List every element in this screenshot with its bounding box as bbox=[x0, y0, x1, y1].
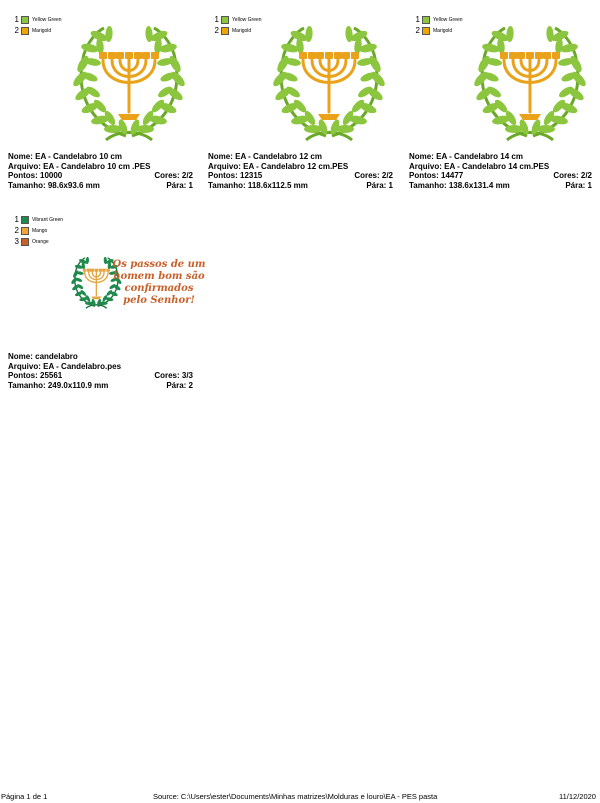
color-legend bbox=[413, 14, 463, 36]
color-swatch bbox=[21, 16, 29, 24]
legend-row bbox=[12, 236, 63, 247]
phrase-line: pelo Senhor! bbox=[123, 295, 195, 306]
legend-row bbox=[12, 14, 62, 25]
info-row bbox=[409, 171, 592, 181]
menorah-wreath-image bbox=[266, 24, 392, 142]
color-swatch bbox=[21, 27, 29, 35]
design-card-1 bbox=[8, 14, 193, 194]
legend-number: 1 bbox=[14, 15, 19, 24]
print-date: 11/12/2020 bbox=[559, 792, 596, 801]
legend-color-name: Mango bbox=[32, 227, 48, 234]
color-legend bbox=[12, 214, 63, 247]
menorah-wreath-image bbox=[66, 24, 192, 142]
design-file: Arquivo: EA - Candelabro.pes bbox=[8, 361, 122, 371]
page-number: Página 1 de 1 bbox=[1, 792, 48, 801]
info-row bbox=[208, 181, 393, 191]
design-name: Nome: EA - Candelabro 14 cm bbox=[409, 152, 523, 161]
stitch-count: Pontos: 10000 bbox=[8, 171, 63, 180]
design-name: Nome: candelabro bbox=[8, 352, 78, 361]
stop-count: Pára: 2 bbox=[166, 380, 193, 390]
legend-row bbox=[212, 25, 262, 36]
design-card-4 bbox=[8, 214, 206, 394]
menorah-wreath-phrase-image bbox=[68, 254, 206, 312]
color-swatch bbox=[21, 238, 29, 246]
legend-color-name: Marigold bbox=[433, 27, 453, 34]
info-row bbox=[8, 181, 193, 191]
design-size: Tamanho: 118.6x112.5 mm bbox=[208, 180, 308, 190]
color-count: Cores: 2/2 bbox=[154, 171, 193, 180]
design-name: Nome: EA - Candelabro 10 cm bbox=[8, 152, 122, 161]
stitch-count: Pontos: 25561 bbox=[8, 371, 63, 380]
color-legend bbox=[12, 14, 62, 36]
legend-number: 1 bbox=[415, 15, 420, 24]
color-swatch bbox=[21, 227, 29, 235]
color-swatch bbox=[221, 16, 229, 24]
design-card-2 bbox=[208, 14, 393, 194]
stop-count: Pára: 1 bbox=[366, 180, 393, 190]
legend-row bbox=[413, 25, 463, 36]
design-info bbox=[409, 152, 592, 190]
info-row bbox=[409, 181, 592, 191]
design-info bbox=[208, 152, 393, 190]
info-row bbox=[8, 381, 193, 391]
legend-row bbox=[413, 14, 463, 25]
color-swatch bbox=[422, 16, 430, 24]
stop-count: Pára: 1 bbox=[565, 180, 592, 190]
phrase-line: homem bom são bbox=[113, 271, 205, 282]
legend-row bbox=[212, 14, 262, 25]
design-info bbox=[8, 352, 193, 390]
design-file: Arquivo: EA - Candelabro 14 cm.PES bbox=[409, 161, 550, 171]
design-name: Nome: EA - Candelabro 12 cm bbox=[208, 152, 322, 161]
info-row bbox=[8, 171, 193, 181]
info-row bbox=[208, 171, 393, 181]
color-swatch bbox=[422, 27, 430, 35]
design-size: Tamanho: 98.6x93.6 mm bbox=[8, 180, 100, 190]
color-swatch bbox=[21, 216, 29, 224]
design-file: Arquivo: EA - Candelabro 10 cm .PES bbox=[8, 161, 151, 171]
color-swatch bbox=[221, 27, 229, 35]
legend-color-name: Yellow Green bbox=[32, 16, 62, 23]
design-info bbox=[8, 152, 193, 190]
color-count: Cores: 3/3 bbox=[154, 371, 193, 380]
design-size: Tamanho: 138.6x131.4 mm bbox=[409, 180, 510, 190]
legend-number: 1 bbox=[214, 15, 219, 24]
stitch-count: Pontos: 14477 bbox=[409, 171, 464, 180]
design-file: Arquivo: EA - Candelabro 12 cm.PES bbox=[208, 161, 349, 171]
legend-number: 3 bbox=[14, 237, 19, 246]
legend-number: 2 bbox=[14, 26, 19, 35]
legend-number: 2 bbox=[415, 26, 420, 35]
design-card-3 bbox=[409, 14, 592, 194]
color-count: Cores: 2/2 bbox=[553, 171, 592, 180]
legend-row bbox=[12, 25, 62, 36]
color-legend bbox=[212, 14, 262, 36]
menorah-wreath-image bbox=[467, 24, 593, 142]
phrase-line: Os passos de um bbox=[112, 259, 206, 270]
legend-number: 2 bbox=[14, 226, 19, 235]
legend-color-name: Vibrant Green bbox=[32, 216, 64, 223]
color-count: Cores: 2/2 bbox=[354, 171, 393, 180]
source-path: Source: C:\Users\ester\Documents\Minhas matrizes\Molduras e louro\EA - PES pasta bbox=[153, 792, 438, 801]
legend-color-name: Marigold bbox=[32, 27, 52, 34]
design-size: Tamanho: 249.0x110.9 mm bbox=[8, 380, 109, 390]
legend-color-name: Yellow Green bbox=[232, 16, 262, 23]
legend-color-name: Yellow Green bbox=[433, 16, 463, 23]
legend-row bbox=[12, 225, 63, 236]
legend-number: 2 bbox=[214, 26, 219, 35]
info-row bbox=[8, 371, 193, 381]
legend-number: 1 bbox=[14, 215, 19, 224]
stop-count: Pára: 1 bbox=[166, 180, 193, 190]
legend-row bbox=[12, 214, 63, 225]
legend-color-name: Marigold bbox=[232, 27, 252, 34]
legend-color-name: Orange bbox=[32, 238, 49, 245]
stitch-count: Pontos: 12315 bbox=[208, 171, 263, 180]
phrase-line: confirmados bbox=[124, 283, 194, 294]
